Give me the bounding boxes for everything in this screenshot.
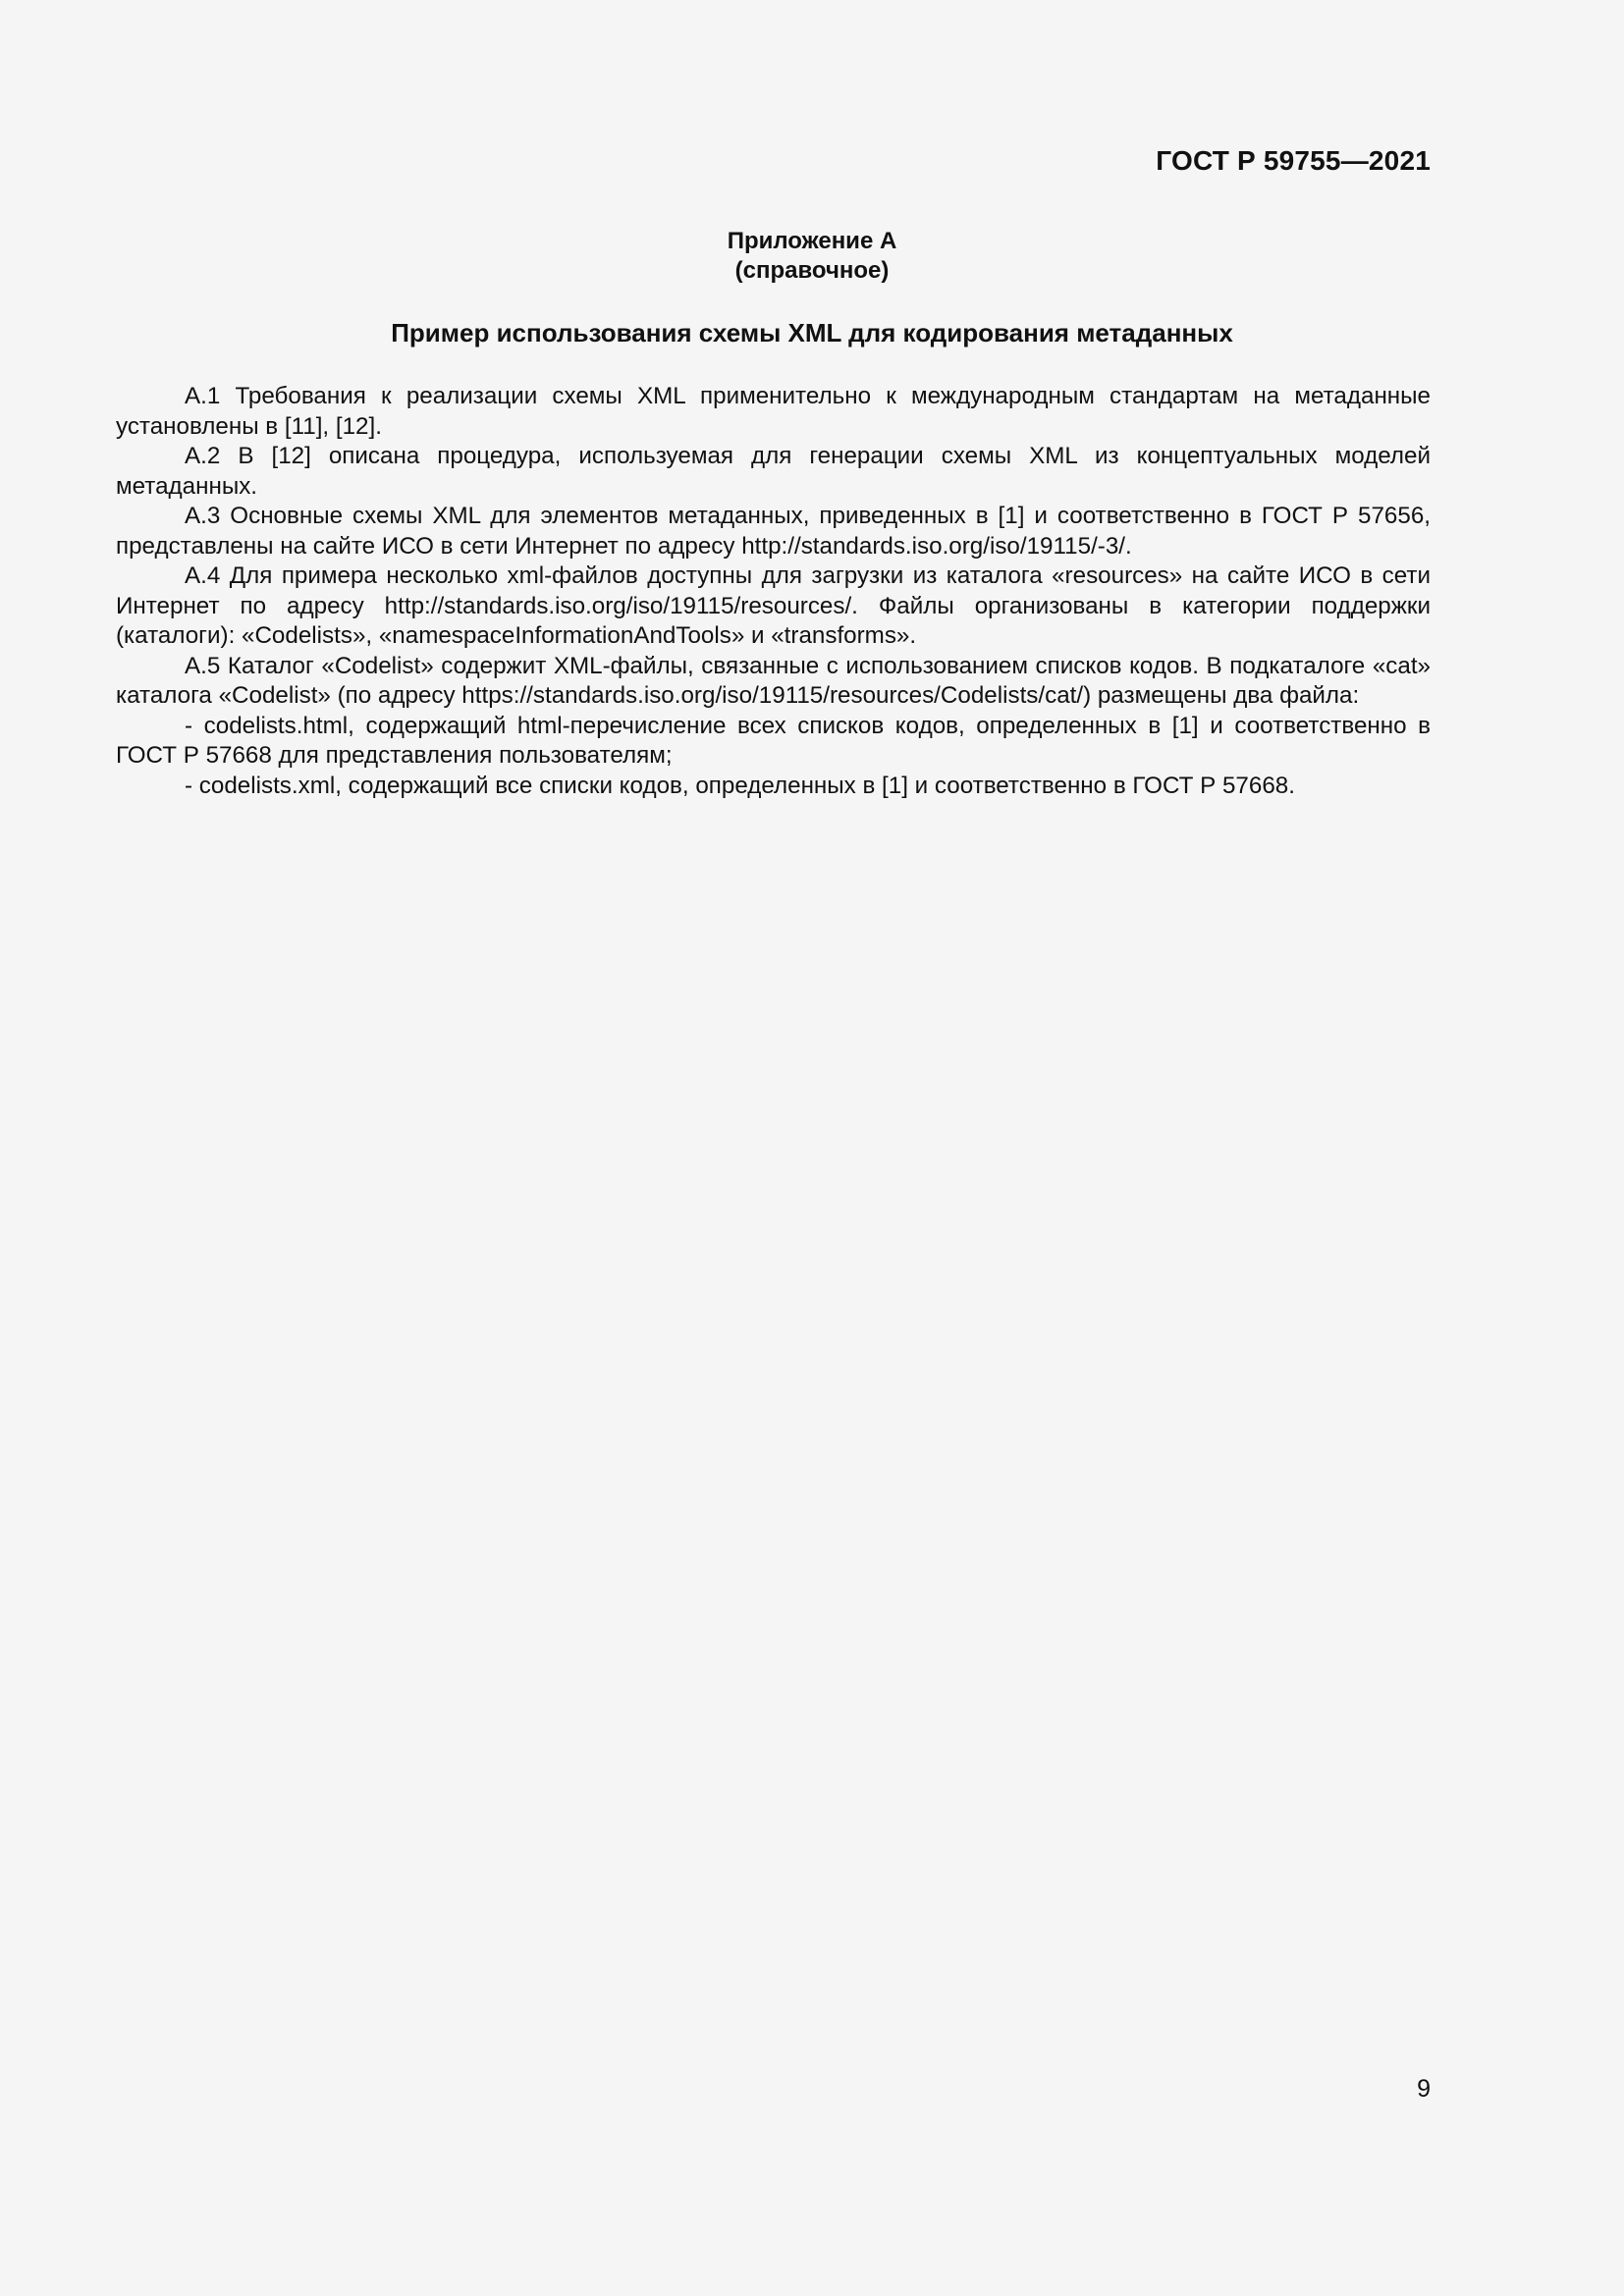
page-number: 9 (1417, 2075, 1431, 2103)
document-number: ГОСТ Р 59755—2021 (1156, 145, 1431, 176)
paragraph-a5: А.5 Каталог «Codelist» содержит XML-файлы, связанные с использованием списков кодов. В подкаталоге «cat» каталога «Codelist» (по адресу https://standards.iso.org/iso/19115/resources/Codelists/cat/) размещены два файла: (116, 652, 1431, 709)
paragraph-a4: А.4 Для примера несколько xml-файлов доступны для загрузки из каталога «resources» на сайте ИСО в сети Интернет по адресу http://standards.iso.org/iso/19115/resources/. Файлы организованы в категории поддержки (каталоги): «Codelists», «namespaceInformationAndTools» и «transforms». (116, 562, 1431, 649)
annex-title: Пример использования схемы XML для кодирования метаданных (391, 318, 1233, 347)
paragraph-a3: А.3 Основные схемы XML для элементов метаданных, приведенных в [1] и соответственно в ГОСТ Р 57656, представлены на сайте ИСО в сети Интернет по адресу http://standards.iso.org/iso/19115/-3/. (116, 503, 1431, 560)
annex-heading (0, 227, 1624, 286)
paragraph-a1: А.1 Требования к реализации схемы XML применительно к международным стандартам на метаданные установлены в [11], [12]. (116, 383, 1431, 440)
list-item-codelists-xml: - codelists.xml, содержащий все списки кодов, определенных в [1] и соответственно в ГОСТ Р 57668. (185, 772, 1295, 799)
body-text (116, 382, 1431, 801)
annex-label: Приложение А (727, 228, 897, 254)
paragraph-a2: А.2 В [12] описана процедура, используемая для генерации схемы XML из концептуальных моделей метаданных. (116, 443, 1431, 500)
annex-type: (справочное) (734, 257, 890, 284)
list-item-codelists-html: - codelists.html, содержащий html-перечисление всех списков кодов, определенных в [1] и соответственно в ГОСТ Р 57668 для представления пользователям; (116, 712, 1431, 769)
